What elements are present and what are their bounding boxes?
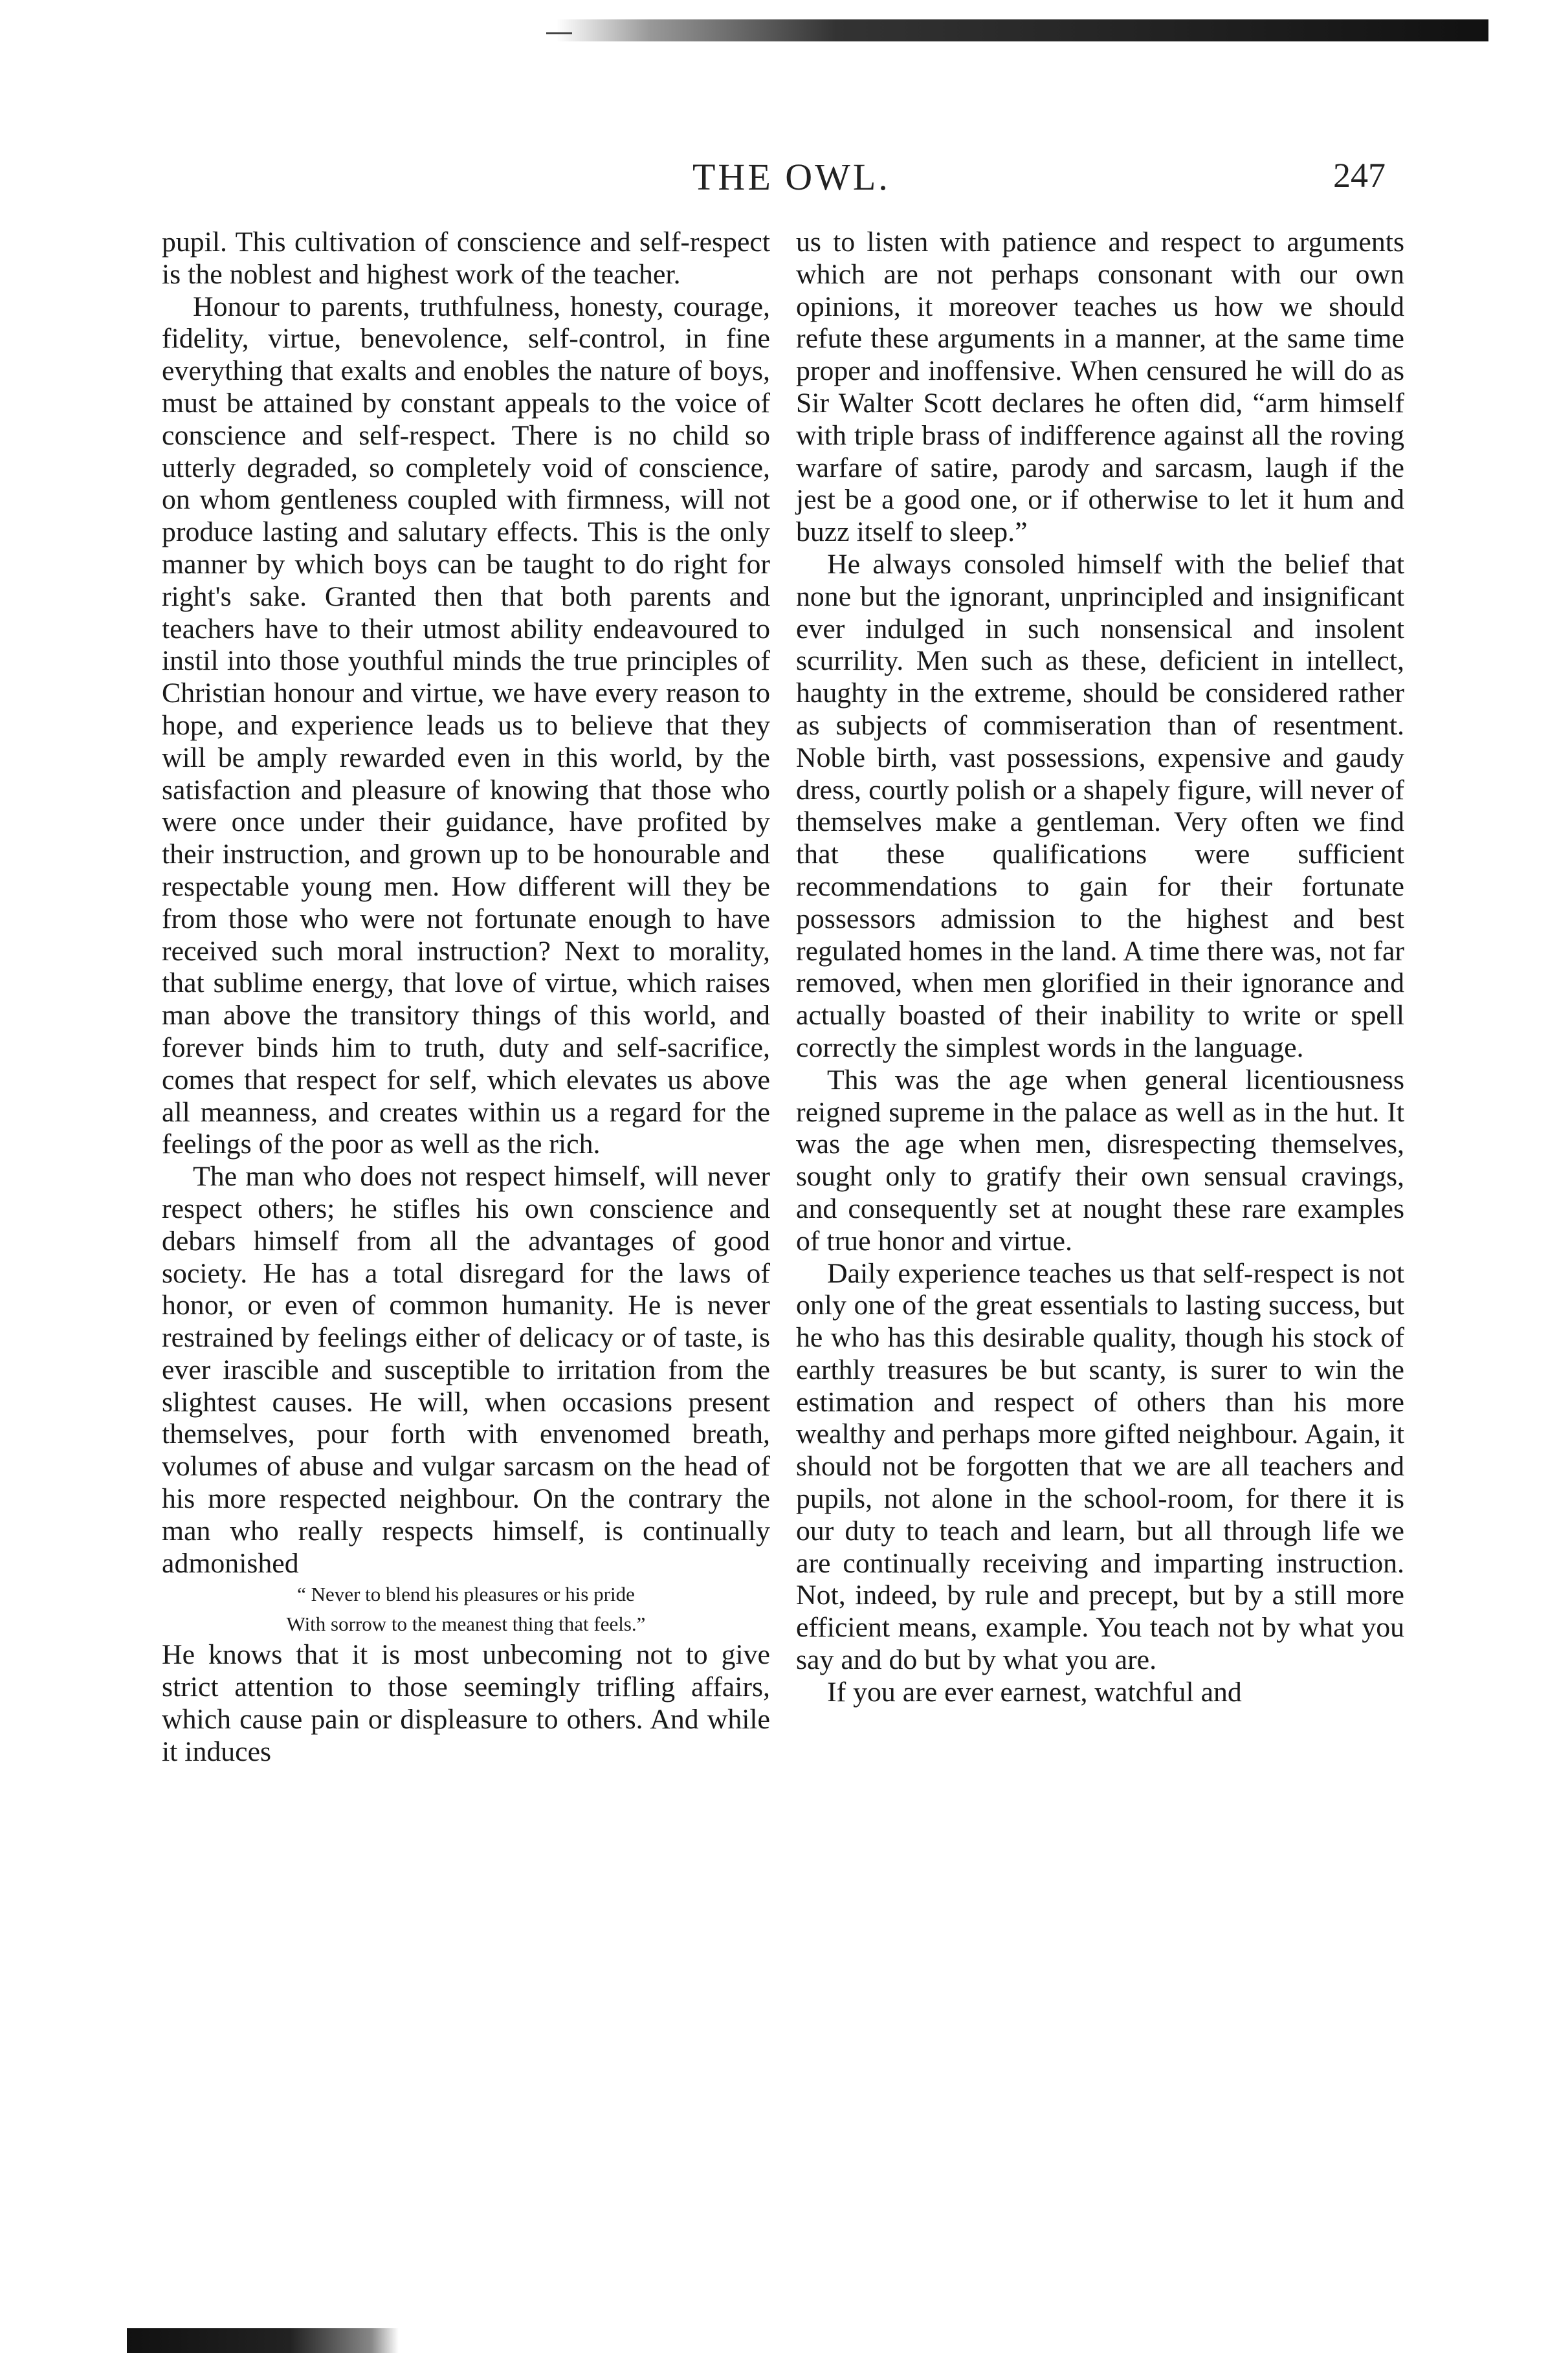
paragraph: pupil. This cultivation of conscience and self-respect is the noblest and highest work of the teacher. [162,226,770,290]
paragraph: Honour to parents, truthfulness, honesty, courage, fidelity, virtue, benevolence, self-control, in fine everything that exalts and enobles the nature of boys, must be attained by constant appeals to the voice of conscience and self-respect. There is no child so utterly degraded, so completely void of conscience, on whom gentleness coupled with firmness, will not produce lasting and salutary effects. This is the only manner by which boys can be taught to do right for right's sake. Granted then that both parents and teachers have to their utmost ability endeavoured to instil into those youthful minds the true principles of Christian honour and virtue, we have every reason to hope, and experience leads us to believe that they will be amply rewarded even in this world, by the satisfaction and pleasure of knowing that those who were once under their guidance, have profited by their instruction, and grown up to be honourable and respectable young men. How different will they be from those who were not fortunate enough to have received such moral instruction? Next to morality, that sublime energy, that love of virtue, which raises man above the transitory things of this world, and forever binds him to truth, duty and self-sacrifice, comes that respect for self, which elevates us above all meanness, and creates within us a regard for the feelings of the poor as well as the rich. [162,291,770,1160]
paragraph: This was the age when general licentiousness reigned supreme in the palace as well as in the hut. It was the age when men, disrespecting themselves, sought only to gratify their own sensual cravings, and consequently set at nought these rare examples of true honor and virtue. [796,1064,1404,1257]
top-rule [557,19,1488,41]
page-header [0,155,1559,207]
page-number: 247 [1333,156,1386,195]
right-column [796,226,1404,1709]
paragraph: If you are ever earnest, watchful and [827,1676,1242,1708]
running-title: THE OWL. [692,156,890,198]
paragraph: us to listen with patience and respect to arguments which are not perhaps consonant with our own opinions, it moreover teaches us how we should refute these arguments in a manner, at the same time proper and inoffensive. When censured he will do as Sir Walter Scott declares he often did, “arm himself with triple brass of indifference against all the roving warfare of satire, parody and sarcasm, laugh if the jest be a good one, or if otherwise to let it hum and buzz itself to sleep.” [796,226,1404,548]
bottom-rule [127,2328,399,2353]
verse-quote-line: “ Never to blend his pleasures or his pride [297,1583,635,1606]
paragraph: He always consoled himself with the belief that none but the ignorant, unprincipled and insignificant ever indulged in such nonsensical and insolent scurrility. Men such as these, deficient in intellect, haughty in the extreme, should be considered rather as subjects of commiseration than of resentment. Noble birth, vast possessions, expensive and gaudy dress, courtly polish or a shapely figure, will never of themselves make a gentleman. Very often we find that these qualifications were sufficient recommendations to gain for their fortunate possessors admission to the highest and best regulated homes in the land. A time there was, not far removed, when men glorified in their ignorance and actually boasted of their inability to write or spell correctly the simplest words in the language. [796,548,1404,1063]
left-column [162,226,770,1768]
verse-quote-line: With sorrow to the meanest thing that feels.” [286,1613,646,1636]
paragraph: Daily experience teaches us that self-respect is not only one of the great essentials to lasting success, but he who has this desirable quality, though his stock of earthly treasures be but scanty, is surer to win the estimation and respect of others than his more wealthy and perhaps more gifted neighbour. Again, it should not be forgotten that we are all teachers and pupils, not alone in the school-room, for there it is our duty to teach and learn, but all through life we are continually receiving and imparting instruction. Not, indeed, by rule and precept, but by a still more efficient means, example. You teach not by what you say and do but by what you are. [796,1257,1404,1676]
paragraph: The man who does not respect himself, will never respect others; he stifles his own conscience and debars himself from all the advantages of good society. He has a total disregard for the laws of honor, or even of common humanity. He is never restrained by feelings either of delicacy or of taste, is ever irascible and susceptible to irritation from the slightest causes. He will, when occasions present themselves, pour forth with envenomed breath, volumes of abuse and vulgar sarcasm on the head of his more respected neighbour. On the contrary the man who really respects himself, is continually admonished [162,1161,770,1579]
paragraph: He knows that it is most unbecoming not to give strict attention to those seemingly trifling affairs, which cause pain or displeasure to others. And while it induces [162,1639,770,1767]
